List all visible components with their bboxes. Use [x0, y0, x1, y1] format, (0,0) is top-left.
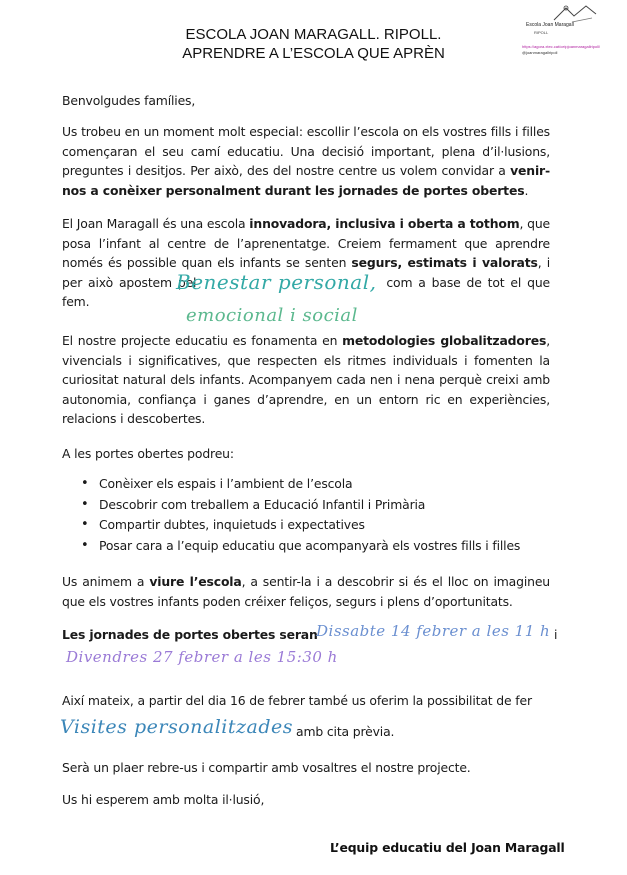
closing: Us hi esperem amb molta il·lusió,: [62, 792, 265, 807]
title-line-1: ESCOLA JOAN MARAGALL. RIPOLL.: [185, 26, 442, 43]
paragraph-school-text-2: , que posa l’infant al centre de l’aprenentatge. Creiem fermament que aprendre només és possible quan els infants se senten: [62, 216, 550, 270]
paragraph-visits: Així mateix, a partir del dia 16 de febrer també us oferim la possibilitat de fer: [62, 693, 532, 708]
greeting: Benvolgudes famílies,: [62, 93, 196, 108]
hand-drawing-icon: [552, 4, 598, 24]
open-days-intro: A les portes obertes podreu:: [62, 446, 234, 461]
paragraph-invite-bold: viure l’escola: [149, 574, 242, 589]
logo-instagram[interactable]: @joanmaragallripoll: [522, 50, 558, 55]
schedule-label-text: Les jornades de portes obertes seran: [62, 627, 318, 642]
paragraph-school-bold-2: segurs, estimats i valorats: [351, 255, 538, 270]
paragraph-school: [62, 214, 550, 312]
schedule-connector: i: [554, 627, 558, 642]
list-item: • Descobrir com treballem a Educació Infantil i Primària: [78, 495, 558, 516]
list-item: • Conèixer els espais i l’ambient de l’escola: [78, 474, 558, 495]
paragraph-pleasure: Serà un plaer rebre-us i compartir amb vosaltres el nostre projecte.: [62, 760, 471, 775]
date-saturday: Dissabte 14 febrer a les 11 h: [316, 622, 551, 640]
benestar-script-text: Benestar personal,: [176, 270, 377, 294]
title-line-2: APRENDRE A L’ESCOLA QUE APRÈN: [182, 45, 445, 62]
paragraph-school-text-1: El Joan Maragall és una escola: [62, 216, 250, 231]
visits-text: amb cita prèvia.: [296, 724, 395, 739]
paragraph-invite-text-1: Us animem a: [62, 574, 150, 589]
paragraph-invite: [62, 572, 550, 611]
paragraph-school-text-3: , i per això apostem pel: [62, 255, 550, 290]
visits-script-text: Visites personalitzades: [60, 716, 293, 738]
date-friday: Divendres 27 febrer a les 15:30 h: [66, 648, 338, 666]
paragraph-school-bold-1: innovadora, inclusiva i oberta a tothom: [249, 216, 520, 231]
list-item: • Posar cara a l’equip educatiu que acompanyarà els vostres fills i filles: [78, 536, 558, 557]
logo-school-name: Escola Joan Maragall: [526, 22, 574, 28]
logo-town: RIPOLL: [534, 30, 549, 35]
paragraph-invite-text-2: , a sentir-la i a descobrir si és el lloc on imagineu que els vostres infants poden créixer feliços, segurs i plens d’oportunitats.: [62, 574, 550, 609]
paragraph-project: [62, 331, 550, 429]
paragraph-project-bold: metodologies globalitzadores: [342, 333, 547, 348]
paragraph-intro-bold: venir-nos a conèixer personalment durant les jornades de portes obertes: [62, 163, 550, 198]
emocional-script-text: emocional i social: [186, 305, 358, 326]
paragraph-intro-end: .: [524, 182, 529, 198]
paragraph-project-text-1: El nostre projecte educatiu es fonamenta en: [62, 333, 343, 348]
signature: L’equip educatiu del Joan Maragall: [330, 840, 565, 855]
school-logo: [522, 4, 600, 56]
logo-url[interactable]: https://agora.xtec.cat/ceipjoanmaragallripoll/: [522, 44, 601, 49]
paragraph-project-text-2: , vivencials i significatives, que respecten els ritmes individuals i fomenten la curiositat natural dels infants. Acompanyem cada nen i nena perquè creixi amb autonomia, confiança i ganes d’aprendre, en un entorn ric en experiències, relacions i descobertes.: [62, 333, 550, 426]
paragraph-intro-text: Us trobeu en un moment molt especial: escollir l’escola on els vostres fills i filles començaran el seu camí educatiu. Una decisió important, plena d’il·lusions, preguntes i desitjos. Per això, des del nostre centre us volem convidar a: [62, 124, 550, 178]
paragraph-intro: [62, 122, 550, 200]
paragraph-school-text-4: com a base de tot el que fem.: [62, 274, 550, 309]
list-item: • Compartir dubtes, inquietuds i expectatives: [78, 515, 558, 536]
open-days-list: [78, 474, 558, 556]
